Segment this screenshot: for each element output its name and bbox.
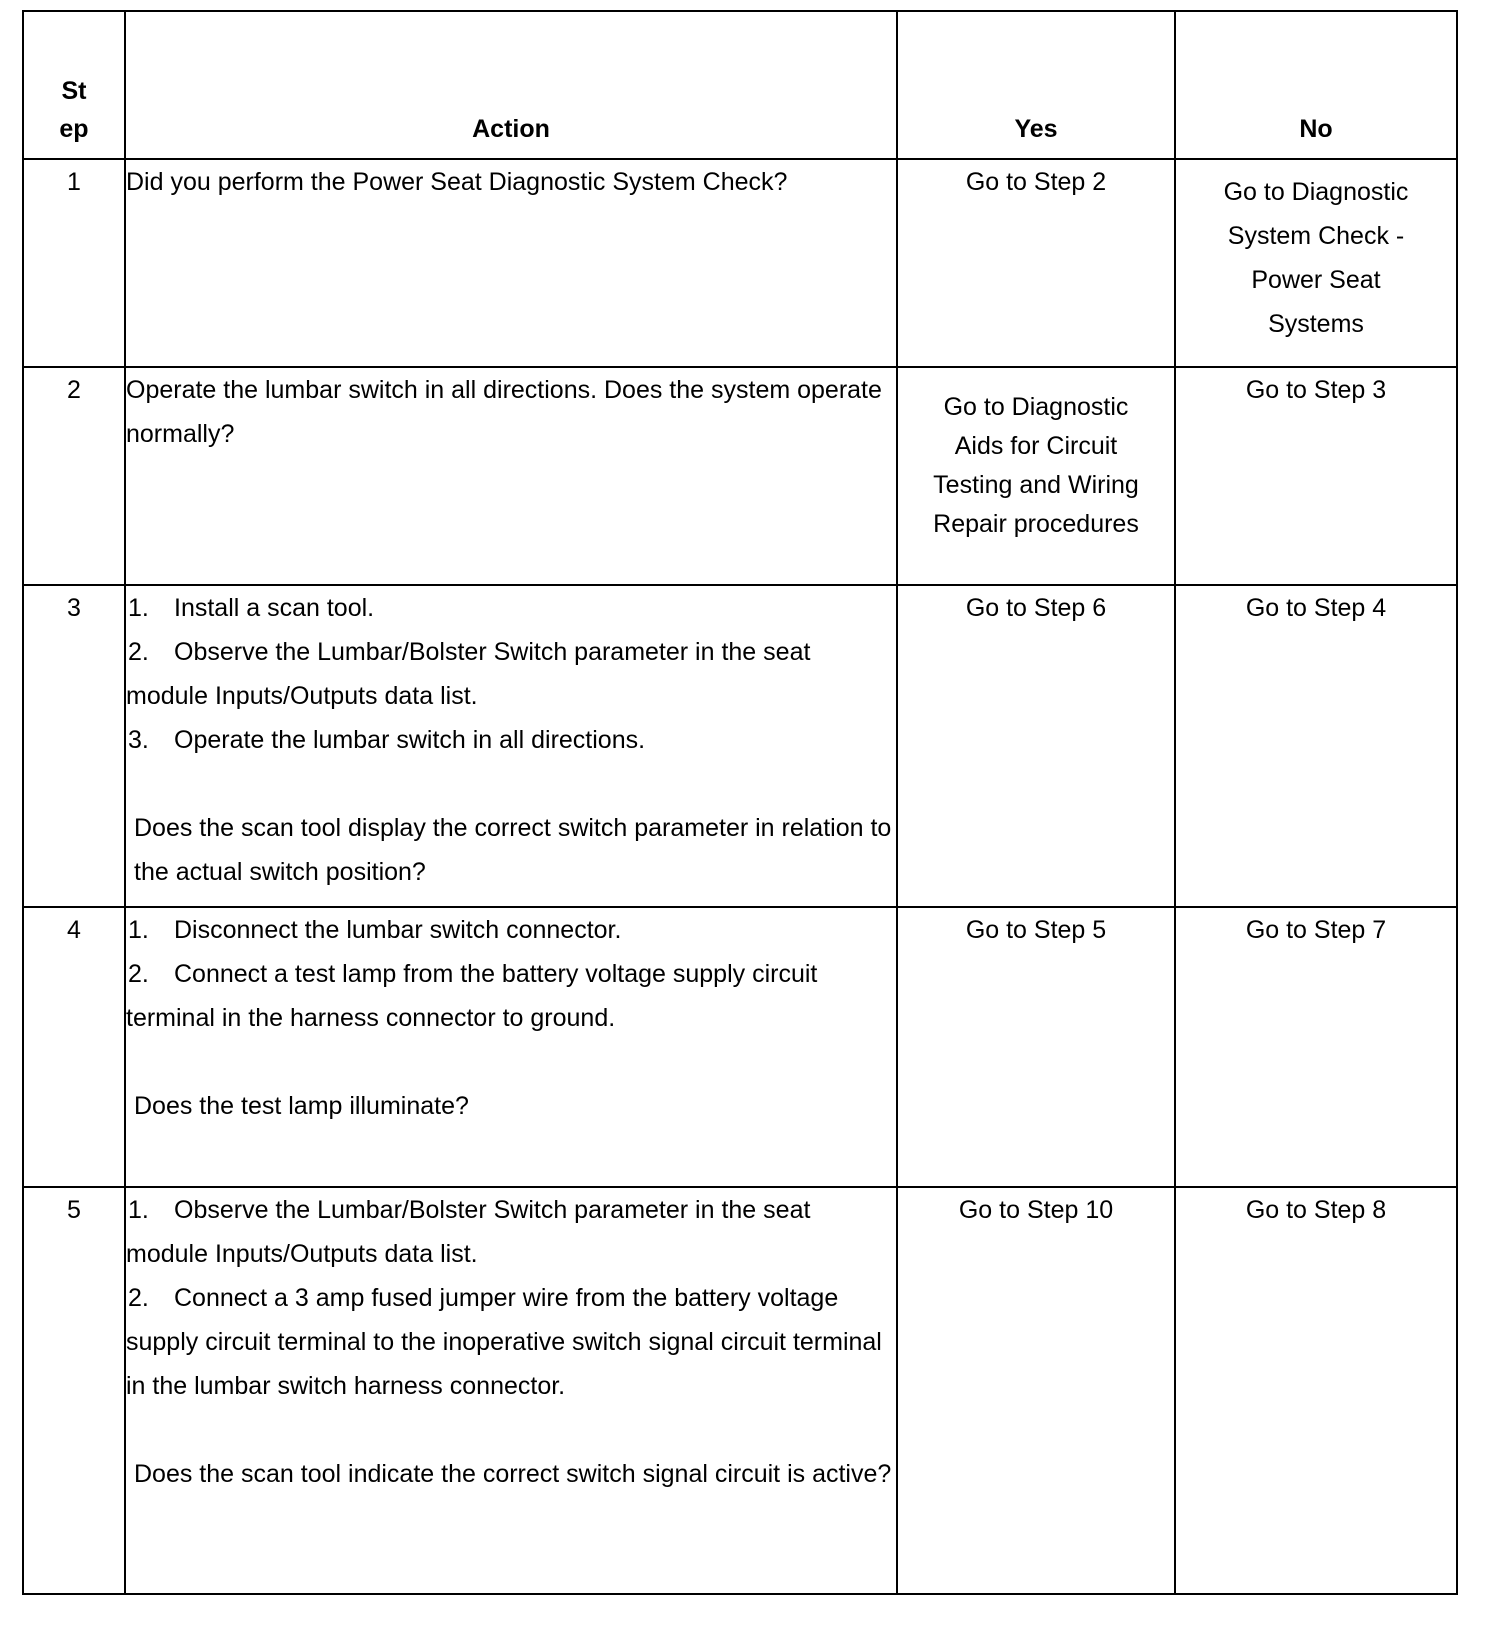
item-text: Operate the lumbar switch in all directions. <box>174 726 646 754</box>
step-number: 4 <box>23 907 125 1187</box>
action-question: Does the test lamp illuminate? <box>134 1092 469 1120</box>
item-text: Connect a test lamp from the battery voltage supply circuit terminal in the harness connector to ground. <box>126 960 818 1032</box>
item-number: 2. <box>128 1284 149 1312</box>
action-item <box>126 1188 896 1276</box>
action-item <box>126 718 896 762</box>
action-cell <box>125 159 897 367</box>
no-line: System Check - <box>1227 222 1405 250</box>
header-row <box>23 11 1457 159</box>
header-no: No <box>1175 11 1457 159</box>
action-item <box>126 952 896 1040</box>
item-text: Connect a 3 amp fused jumper wire from the battery voltage supply circuit terminal to the inoperative switch signal circuit terminal in the lumbar switch harness connector. <box>126 1284 882 1400</box>
yes-cell: Go to Step 6 <box>897 585 1175 907</box>
diagnostic-table <box>22 10 1458 1595</box>
action-cell <box>125 585 897 907</box>
no-cell: Go to Step 4 <box>1175 585 1457 907</box>
header-yes: Yes <box>897 11 1175 159</box>
item-number: 3. <box>128 726 149 754</box>
item-number: 1. <box>128 594 149 622</box>
no-line: Systems <box>1268 310 1364 338</box>
item-text: Install a scan tool. <box>174 594 375 622</box>
item-number: 1. <box>128 1196 149 1224</box>
item-text: Observe the Lumbar/Bolster Switch parameter in the seat module Inputs/Outputs data list. <box>126 638 811 710</box>
yes-cell: Go to Step 2 <box>897 159 1175 367</box>
item-text: Observe the Lumbar/Bolster Switch parameter in the seat module Inputs/Outputs data list. <box>126 1196 811 1268</box>
item-number: 2. <box>128 638 149 666</box>
action-cell <box>125 1187 897 1594</box>
header-step-line2: ep <box>59 115 89 143</box>
no-cell: Go to Step 8 <box>1175 1187 1457 1594</box>
item-number: 2. <box>128 960 149 988</box>
action-item <box>126 630 896 718</box>
action-item <box>126 1276 896 1408</box>
no-cell <box>1175 159 1457 367</box>
header-action: Action <box>125 11 897 159</box>
no-line: Go to Diagnostic <box>1223 178 1409 206</box>
action-text: Operate the lumbar switch in all directions. Does the system operate normally? <box>126 376 882 448</box>
yes-cell: Go to Step 5 <box>897 907 1175 1187</box>
yes-line: Testing and Wiring <box>933 471 1139 499</box>
yes-line: Go to Diagnostic <box>943 393 1129 421</box>
no-cell: Go to Step 7 <box>1175 907 1457 1187</box>
table-row <box>23 907 1457 1187</box>
action-item <box>126 908 896 952</box>
yes-line: Aids for Circuit <box>954 432 1118 460</box>
action-item <box>126 586 896 630</box>
table-row <box>23 585 1457 907</box>
step-number: 3 <box>23 585 125 907</box>
header-step <box>23 11 125 159</box>
header-step-line1: St <box>61 77 87 105</box>
action-cell <box>125 367 897 585</box>
table-row <box>23 159 1457 367</box>
table-row <box>23 1187 1457 1594</box>
no-cell: Go to Step 3 <box>1175 367 1457 585</box>
step-number: 2 <box>23 367 125 585</box>
item-number: 1. <box>128 916 149 944</box>
yes-line: Repair procedures <box>933 510 1139 538</box>
action-text: Did you perform the Power Seat Diagnostic System Check? <box>126 168 788 196</box>
action-question: Does the scan tool display the correct switch parameter in relation to the actual switch position? <box>134 814 892 886</box>
no-line: Power Seat <box>1251 266 1381 294</box>
action-cell <box>125 907 897 1187</box>
step-number: 5 <box>23 1187 125 1594</box>
action-question: Does the scan tool indicate the correct switch signal circuit is active? <box>134 1460 892 1488</box>
yes-cell <box>897 367 1175 585</box>
item-text: Disconnect the lumbar switch connector. <box>174 916 622 944</box>
step-number: 1 <box>23 159 125 367</box>
table-row <box>23 367 1457 585</box>
yes-cell: Go to Step 10 <box>897 1187 1175 1594</box>
